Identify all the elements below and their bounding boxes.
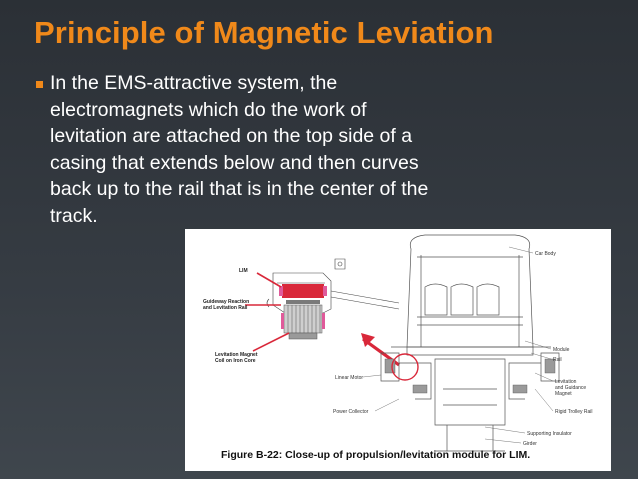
label-levitation-2: and Guidance <box>555 385 587 391</box>
label-guideway-2: and Levitation Rail <box>203 305 248 311</box>
bullet-line: casing that extends below and then curves <box>50 151 419 174</box>
vehicle-cross-section <box>381 235 559 451</box>
maglev-diagram-figure <box>185 229 611 471</box>
label-rail: Rail <box>553 357 562 363</box>
label-car-body: Car Body <box>535 251 556 257</box>
slide-title: Principle of Magnetic Leviation <box>34 15 494 50</box>
label-levitation-1: Levitation <box>555 379 577 385</box>
lim-red-block <box>282 284 324 298</box>
bullet-line: back up to the rail that is in the center of the <box>50 178 429 200</box>
label-power-collector: Power Collector <box>333 409 369 415</box>
highlight-circle <box>392 354 418 380</box>
label-lev-magnet-1: Levitation Magnet <box>215 352 258 358</box>
label-girder: Girder <box>523 441 537 447</box>
bullet-square-icon <box>36 81 43 88</box>
bullet-line: electromagnets which do the work of <box>50 98 367 121</box>
bullet-text <box>50 70 534 229</box>
figure-caption: Figure B-22: Close-up of propulsion/levitation module for LIM. <box>221 449 531 461</box>
label-module: Module <box>553 347 570 353</box>
bullet-item <box>34 70 534 229</box>
bullet-line: levitation are attached on the top side of a <box>50 125 413 147</box>
label-guideway-1: Guideway Reaction <box>203 299 250 305</box>
label-lev-magnet-2: Coil on Iron Core <box>215 358 256 364</box>
bullet-line: track. <box>50 204 98 227</box>
label-lim: LIM <box>239 268 248 274</box>
bullet-line: In the EMS-attractive system, the <box>50 72 338 94</box>
label-linear-motor: Linear Motor <box>335 375 364 381</box>
label-supporting-insulator: Supporting Insulator <box>527 431 572 437</box>
label-rigid-trolley: Rigid Trolley Rail <box>555 409 593 415</box>
maglev-diagram-illustration <box>185 229 611 471</box>
lev-magnet-coils <box>284 305 322 339</box>
label-levitation-3: Magnet <box>555 391 572 397</box>
module-grey-parts <box>385 359 555 393</box>
